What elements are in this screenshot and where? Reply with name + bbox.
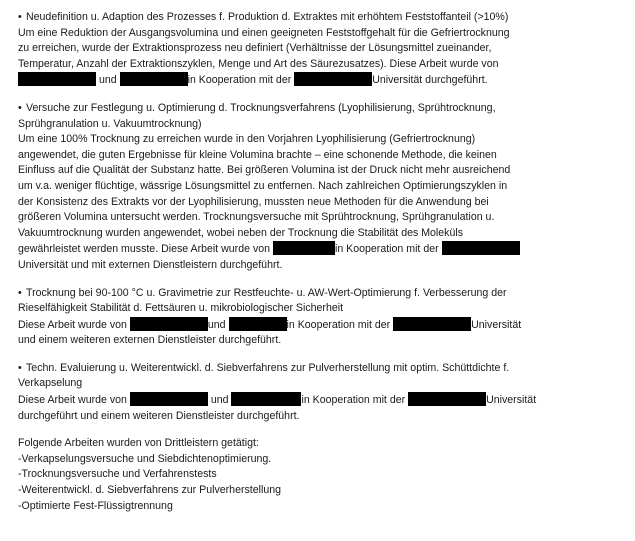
paragraph-line: und einem weiteren externen Dienstleister durchgeführt. xyxy=(18,334,282,347)
paragraph-line: Vakuumtrocknung wurden angewendet, wobei neben der Trocknung die Stabilität des Moleküls xyxy=(18,226,464,239)
paragraph-line: Um eine Reduktion der Ausgangsvolumina und einen geeigneten Feststoffgehalt für die Gefriertrocknung xyxy=(18,26,510,39)
text-fragment: in Kooperation mit der xyxy=(301,394,406,407)
text-fragment: Diese Arbeit wurde von xyxy=(18,394,127,407)
redacted-block xyxy=(120,72,188,86)
paragraph-line: der Konsistenz des Extrakts vor der Lyophilisierung, mussten neue Methoden für die Anwendung bei xyxy=(18,195,489,208)
redacted-block xyxy=(408,392,486,406)
paragraph-line: Sprühgranulation u. Vakuumtrocknung) xyxy=(18,117,202,130)
document-body xyxy=(18,10,618,526)
section-title: Trocknung bei 90-100 °C u. Gravimetrie zur Restfeuchte- u. AW-Wert-Optimierung f. Verbesserung der xyxy=(26,286,507,299)
redacted-block xyxy=(18,72,96,86)
redacted-block xyxy=(442,241,520,255)
list-item: -Trocknungsversuche und Verfahrenstests xyxy=(18,468,217,481)
paragraph-line: zu erreichen, wurde der Extraktionsprozess neu definiert (Verhältnisse der Lösungsmittel zueinander, xyxy=(18,42,492,55)
third-party-list xyxy=(18,436,618,514)
paragraph-line: Um eine 100% Trocknung zu erreichen wurde in den Vorjahren Lyophilisierung (Gefriertrocknung) xyxy=(18,133,476,146)
redacted-block xyxy=(231,392,301,406)
text-fragment: in Kooperation mit der xyxy=(334,243,439,256)
paragraph-line: Rieselfähigkeit Stabilität d. Fettsäuren u. mikrobiologischer Sicherheit xyxy=(18,302,344,315)
redacted-block xyxy=(130,392,208,406)
section-title: Versuche zur Festlegung u. Optimierung d. Trocknungsverfahrens (Lyophilisierung, Sprühtrocknung, xyxy=(26,101,496,114)
text-fragment: Universität durchgeführt. xyxy=(372,74,488,87)
redacted-block xyxy=(229,317,287,331)
text-fragment: Universität xyxy=(486,394,537,407)
text-fragment: in Kooperation mit der xyxy=(286,318,391,331)
list-item: -Optimierte Fest-Flüssigtrennung xyxy=(18,499,173,512)
redacted-block xyxy=(273,241,335,255)
text-fragment: und xyxy=(210,394,229,407)
text-fragment: Diese Arbeit wurde von xyxy=(18,318,127,331)
paragraph-line: durchgeführt und einem weiteren Dienstleister durchgeführt. xyxy=(18,409,300,422)
redacted-block xyxy=(130,317,208,331)
section-title: Techn. Evaluierung u. Weiterentwickl. d. Siebverfahrens zur Pulverherstellung mit optim. Schüttdichte f. xyxy=(26,361,510,374)
text-fragment: Universität xyxy=(471,318,522,331)
paragraph-line: Temperatur, Anzahl der Extraktionszyklen, Menge und Art des Säurezusatzes). Diese Arbeit wurde von xyxy=(18,57,499,70)
bullet-point: • xyxy=(18,286,22,299)
text-fragment: und xyxy=(98,74,117,87)
section-drying-method xyxy=(18,101,618,274)
paragraph-line: um v.a. weniger flüchtige, wässrige Lösungsmittel zu entfernen. Nach zahlreichen Optimierungszyklen in xyxy=(18,179,508,192)
bullet-point: • xyxy=(18,101,22,114)
section-sieving xyxy=(18,361,618,424)
section-extract-process xyxy=(18,10,618,89)
bullet-point: • xyxy=(18,361,22,374)
paragraph-line: angewendet, die guten Ergebnisse für kleine Volumina brachte – eine schonende Methode, die keinen xyxy=(18,148,497,161)
paragraph-line: größeren Volumina untersucht werden. Trocknungsversuche mit Sprühtrocknung, Sprühgranulation u. xyxy=(18,211,495,224)
section-title: Neudefinition u. Adaption des Prozesses f. Produktion d. Extraktes mit erhöhtem Feststoffanteil (>10%) xyxy=(26,11,509,23)
text-fragment: gewährleistet werden musste. Diese Arbeit wurde von xyxy=(18,243,271,256)
redacted-block xyxy=(393,317,471,331)
text-fragment: in Kooperation mit der xyxy=(187,74,292,87)
text-fragment: und xyxy=(207,318,226,331)
paragraph-line: Universität und mit externen Dienstleistern durchgeführt. xyxy=(18,258,283,271)
paragraph-line: Verkapselung xyxy=(18,377,83,390)
list-heading: Folgende Arbeiten wurden von Drittleistern getätigt: xyxy=(18,437,259,450)
redacted-block xyxy=(294,72,372,86)
section-gravimetry xyxy=(18,286,618,349)
list-item: -Weiterentwickl. d. Siebverfahrens zur Pulverherstellung xyxy=(18,484,281,497)
list-item: -Verkapselungsversuche und Siebdichtenoptimierung. xyxy=(18,452,272,465)
paragraph-line: Einfluss auf die Qualität der Substanz hatte. Bei größeren Volumina ist der Druck nicht mehr ausreichend xyxy=(18,164,511,177)
bullet-point: • xyxy=(18,11,22,23)
